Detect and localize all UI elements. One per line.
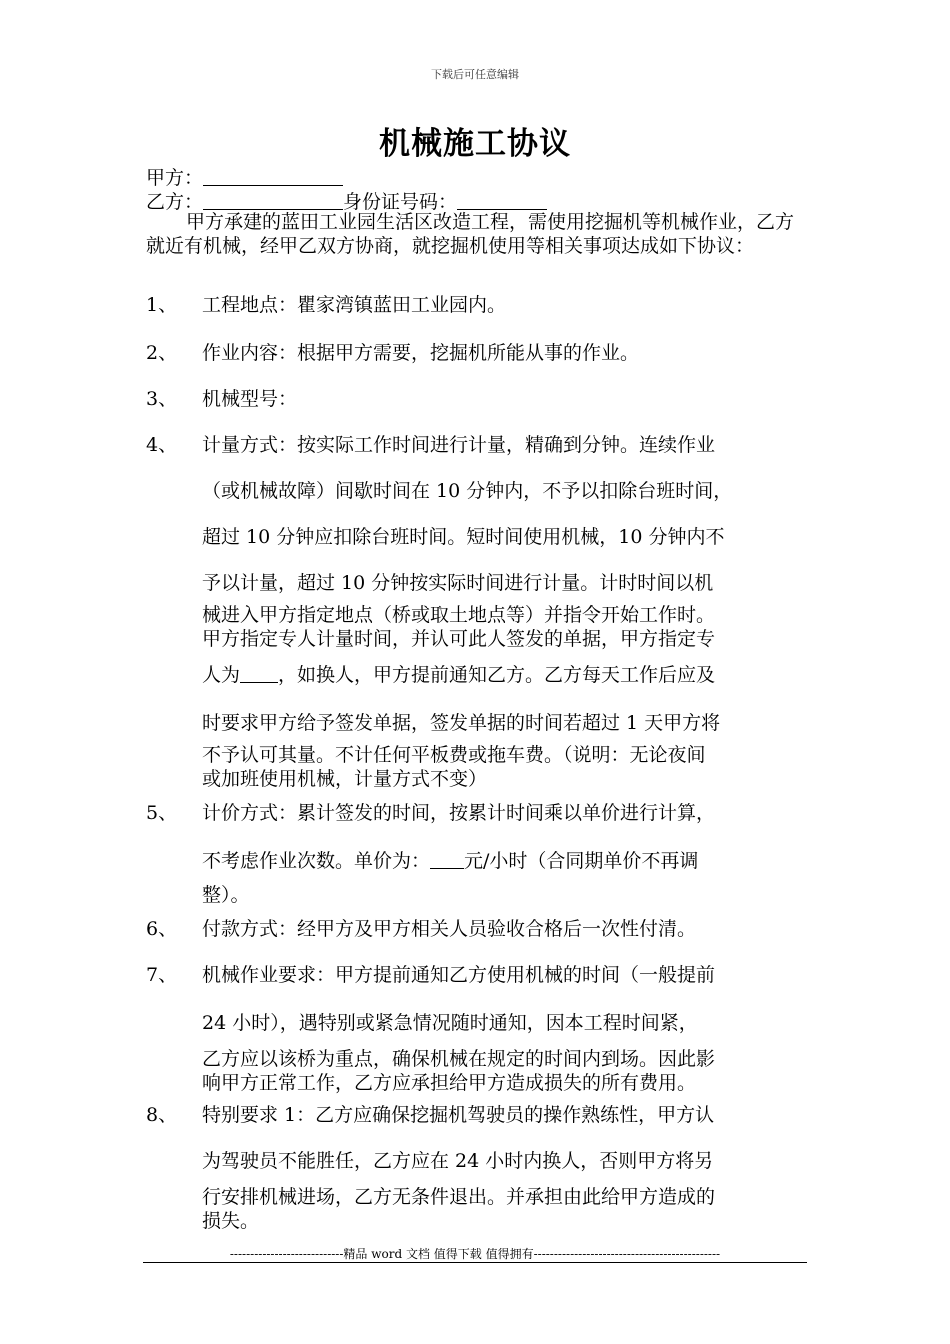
item-4-line: 予以计量，超过 10 分钟按实际时间进行计量。计时时间以机 [202, 572, 714, 594]
item-1-line: 工程地点：瞿家湾镇蓝田工业园内。 [202, 294, 507, 316]
item-4-line: 不予认可其量。不计任何平板费或拖车费。（说明：无论夜间 [202, 744, 706, 766]
item-8-line: 为驾驶员不能胜任，乙方应在 24 小时内换人，否则甲方将另 [202, 1150, 714, 1172]
page-footer: ----------------------------精品 word 文档 值得下载 值得拥有---------------------------------------------- [229, 1247, 721, 1261]
item-4-line: 或加班使用机械，计量方式不变） [202, 768, 488, 790]
party-a-label: 甲方： [146, 167, 204, 189]
party-b-label: 乙方： [146, 191, 204, 213]
item-7-line: 乙方应以该桥为重点，确保机械在规定的时间内到场。因此影 [202, 1048, 716, 1070]
item-4-line: 时要求甲方给予签发单据，签发单据的时间若超过 1 天甲方将 [202, 712, 721, 734]
party-a-blank[interactable] [203, 167, 343, 186]
unit-price-blank[interactable] [430, 850, 464, 869]
item-8-line: 特别要求 1：乙方应确保挖掘机驾驶员的操作熟练性，甲方认 [202, 1104, 715, 1126]
item-8-line: 行安排机械进场，乙方无条件退出。并承担由此给甲方造成的 [202, 1186, 716, 1208]
item-4-text: ，如换人，甲方提前通知乙方。乙方每天工作后应及 [278, 664, 716, 686]
item-4-line: 超过 10 分钟应扣除台班时间。短时间使用机械，10 分钟内不 [202, 526, 725, 548]
item-4-line: 甲方指定专人计量时间，并认可此人签发的单据，甲方指定专 [202, 628, 716, 650]
party-a-line [146, 163, 343, 190]
item-7-line: 响甲方正常工作，乙方应承担给甲方造成损失的所有费用。 [202, 1072, 697, 1094]
item-number-2: 2、 [146, 342, 178, 364]
designated-person-blank[interactable] [240, 664, 278, 683]
item-number-3: 3、 [146, 388, 178, 410]
item-4-line: 计量方式：按实际工作时间进行计量，精确到分钟。连续作业 [202, 434, 716, 456]
item-5-text: 元/小时（合同期单价不再调 [464, 850, 699, 872]
page-header: 下载后可任意编辑 [431, 68, 519, 81]
id-number-blank[interactable] [457, 191, 547, 210]
item-4-line: （或机械故障）间歇时间在 10 分钟内，不予以扣除台班时间， [202, 480, 733, 502]
id-label: 身份证号码： [343, 191, 458, 213]
document-title: 机械施工协议 [379, 126, 571, 162]
item-number-6: 6、 [146, 918, 178, 940]
intro-paragraph: 甲方承建的蓝田工业园生活区改造工程，需使用挖掘机等机械作业，乙方就近有机械，经甲乙双方协商，就挖掘机使用等相关事项达成如下协议： [146, 211, 795, 257]
item-number-1: 1、 [146, 294, 178, 316]
item-2-line: 作业内容：根据甲方需要，挖掘机所能从事的作业。 [202, 342, 640, 364]
item-4-line: 械进入甲方指定地点（桥或取土地点等）并指令开始工作时。 [202, 604, 716, 626]
item-7-line: 24 小时），遇特别或紧急情况随时通知，因本工程时间紧， [202, 1012, 698, 1034]
item-number-8: 8、 [146, 1104, 178, 1126]
item-4-text: 人为 [202, 664, 241, 686]
item-number-5: 5、 [146, 802, 178, 824]
item-number-7: 7、 [146, 964, 178, 986]
item-5-text: 不考虑作业次数。单价为： [202, 850, 431, 872]
footer-rule [143, 1262, 807, 1263]
item-4-line [202, 660, 822, 687]
item-5-line: 整）。 [202, 884, 250, 906]
item-7-line: 机械作业要求：甲方提前通知乙方使用机械的时间（一般提前 [202, 964, 716, 986]
party-b-blank[interactable] [203, 191, 343, 210]
item-5-line [202, 846, 822, 873]
item-6-line: 付款方式：经甲方及甲方相关人员验收合格后一次性付清。 [202, 918, 697, 940]
item-3-line: 机械型号： [202, 388, 298, 410]
item-5-line: 计价方式：累计签发的时间，按累计时间乘以单价进行计算， [202, 802, 716, 824]
item-8-line: 损失。 [202, 1210, 260, 1232]
item-number-4: 4、 [146, 434, 178, 456]
